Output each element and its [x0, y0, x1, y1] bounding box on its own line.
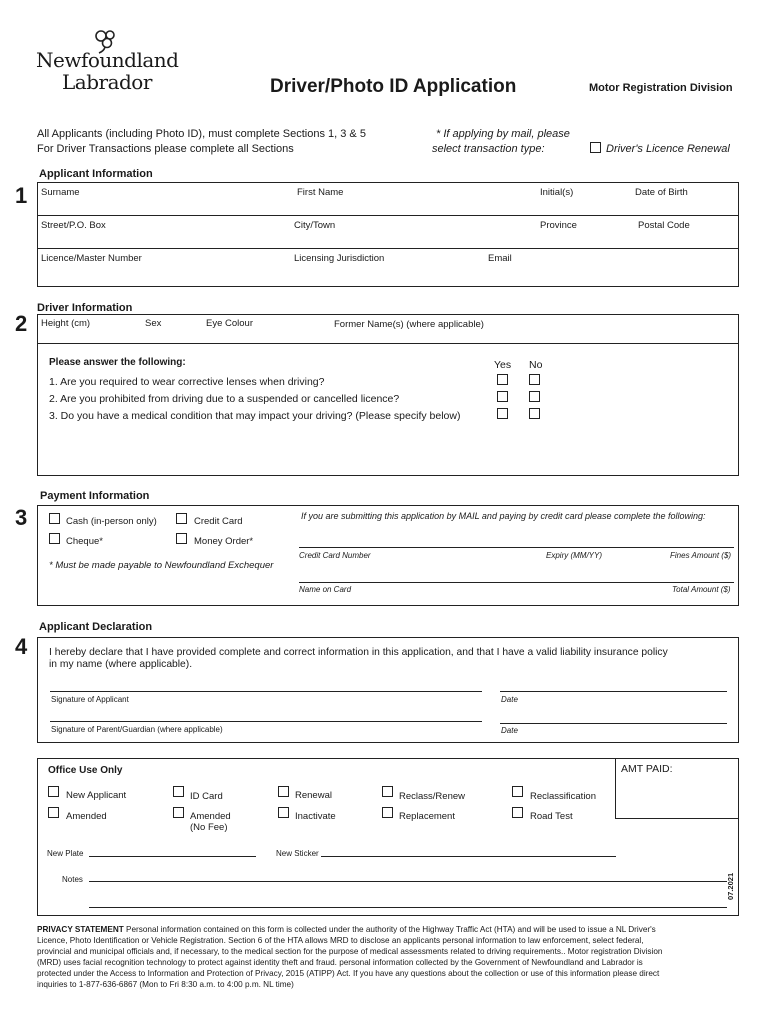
new-applicant-label: New Applicant — [66, 790, 127, 801]
renewal-checkbox[interactable] — [590, 142, 601, 153]
office-use-title: Office Use Only — [48, 765, 123, 776]
section-2-title: Driver Information — [37, 302, 133, 314]
dob-field[interactable]: Date of Birth — [635, 187, 688, 198]
government-logo — [36, 28, 179, 98]
new-plate-line[interactable] — [89, 856, 256, 857]
section-1-title: Applicant Information — [39, 168, 153, 180]
question-2: 2. Are you prohibited from driving due to a suspended or cancelled licence? — [49, 393, 400, 405]
section-4-number: 4 — [15, 634, 28, 659]
total-amount-label: Total Amount ($) — [672, 585, 731, 594]
eye-colour-field[interactable]: Eye Colour — [206, 318, 253, 329]
new-plate-label: New Plate — [47, 849, 84, 858]
date-2-label: Date — [501, 726, 518, 735]
q1-yes-checkbox[interactable] — [497, 374, 508, 385]
amt-paid-label: AMT PAID: — [621, 763, 673, 775]
licence-number-field[interactable]: Licence/Master Number — [41, 253, 142, 264]
privacy-line-4: (MRD) uses facial recognition technology to protect against identity theft and fraud. personal information collected by the Government of Newfoundland and Labrador is — [37, 958, 643, 967]
q2-no-checkbox[interactable] — [529, 391, 540, 402]
new-sticker-line[interactable] — [321, 856, 616, 857]
section-3-number: 3 — [15, 505, 28, 530]
form-title: Driver/Photo ID Application — [270, 76, 517, 97]
name-on-card-label: Name on Card — [299, 585, 352, 594]
division-name: Motor Registration Division — [589, 82, 733, 94]
inactivate-checkbox[interactable] — [278, 807, 289, 818]
former-names-field[interactable]: Former Name(s) (where applicable) — [334, 319, 484, 330]
cc-number-label: Credit Card Number — [299, 551, 371, 560]
logo-line-2: Labrador — [62, 70, 152, 94]
section-3-title: Payment Information — [40, 490, 150, 502]
reclassification-label: Reclassification — [530, 791, 596, 802]
renewal-office-checkbox[interactable] — [278, 786, 289, 797]
privacy-statement — [37, 924, 737, 990]
q3-yes-checkbox[interactable] — [497, 408, 508, 419]
intro-line-2: For Driver Transactions please complete all Sections — [37, 143, 294, 155]
row-divider — [37, 215, 739, 216]
no-fee-label: (No Fee) — [190, 822, 228, 833]
cheque-checkbox[interactable] — [49, 533, 60, 544]
cheque-label: Cheque* — [66, 536, 103, 547]
parent-signature-label: Signature of Parent/Guardian (where applicable) — [51, 725, 223, 734]
city-field[interactable]: City/Town — [294, 220, 336, 231]
name-on-card-line[interactable] — [299, 582, 734, 583]
notes-line-1[interactable] — [89, 881, 727, 882]
amended-no-fee-checkbox[interactable] — [173, 807, 184, 818]
mail-payment-note: If you are submitting this application by MAIL and paying by credit card please complete the following: — [301, 511, 706, 521]
id-card-label: ID Card — [190, 791, 223, 802]
amended-checkbox[interactable] — [48, 807, 59, 818]
new-applicant-checkbox[interactable] — [48, 786, 59, 797]
privacy-line-1: Personal information contained on this form is collected under the authority of the Highway Traffic Act (HTA) and will be used to issue a NL Driver's — [123, 925, 656, 934]
section-2-number: 2 — [15, 311, 28, 336]
replacement-label: Replacement — [399, 811, 455, 822]
email-field[interactable]: Email — [488, 253, 512, 264]
first-name-field[interactable]: First Name — [297, 187, 344, 198]
reclass-renew-checkbox[interactable] — [382, 786, 393, 797]
applicant-signature-label: Signature of Applicant — [51, 695, 129, 704]
payable-note: * Must be made payable to Newfoundland Exchequer — [49, 560, 274, 571]
new-sticker-label: New Sticker — [276, 849, 319, 858]
amended-no-fee-label: Amended — [190, 811, 231, 822]
postal-code-field[interactable]: Postal Code — [638, 220, 690, 231]
declaration-text-2: in my name (where applicable). — [49, 659, 193, 670]
notes-label: Notes — [62, 875, 83, 884]
privacy-line-3: provincial and municipal officials and, if necessary, to the medical section for the purpose of medical assessments related to driving requirements.. Motor registration Division — [37, 947, 663, 956]
credit-card-checkbox[interactable] — [176, 513, 187, 524]
parent-signature-line[interactable] — [50, 721, 482, 722]
renewal-office-label: Renewal — [295, 790, 332, 801]
section-4-title: Applicant Declaration — [39, 621, 153, 633]
no-heading: No — [529, 359, 543, 371]
row-divider — [37, 343, 739, 344]
applicant-info-box — [37, 182, 739, 287]
surname-field[interactable]: Surname — [41, 187, 80, 198]
mail-instructions-1: * If applying by mail, please — [436, 128, 570, 140]
inactivate-label: Inactivate — [295, 811, 336, 822]
province-field[interactable]: Province — [540, 220, 577, 231]
question-3: 3. Do you have a medical condition that may impact your driving? (Please specify below) — [49, 410, 461, 422]
reclass-renew-label: Reclass/Renew — [399, 791, 465, 802]
street-field[interactable]: Street/P.O. Box — [41, 220, 106, 231]
questions-heading: Please answer the following: — [49, 357, 186, 368]
privacy-label: PRIVACY STATEMENT — [37, 925, 124, 934]
expiry-label: Expiry (MM/YY) — [546, 551, 602, 560]
row-divider — [37, 248, 739, 249]
applicant-signature-line[interactable] — [50, 691, 482, 692]
cash-checkbox[interactable] — [49, 513, 60, 524]
fines-amount-label: Fines Amount ($) — [670, 551, 732, 560]
privacy-line-6: inquiries to 1-877-636-6867 (Mon to Fri 8:30 a.m. to 4:00 p.m. NL time) — [37, 980, 294, 989]
form-version: 07.2021 — [726, 872, 735, 900]
privacy-line-2: Licence, Photo Identification or Vehicle Registration. Section 6 of the HTA allows MRD to disclose an applicants personal information to law enforcement, select federal, — [37, 936, 644, 945]
jurisdiction-field[interactable]: Licensing Jurisdiction — [294, 253, 385, 264]
sex-field[interactable]: Sex — [145, 318, 162, 329]
date-1-label: Date — [501, 695, 518, 704]
date-2-line[interactable] — [500, 723, 727, 724]
initials-field[interactable]: Initial(s) — [540, 187, 574, 198]
money-order-checkbox[interactable] — [176, 533, 187, 544]
cash-label: Cash (in-person only) — [66, 516, 157, 527]
q1-no-checkbox[interactable] — [529, 374, 540, 385]
notes-line-2[interactable] — [89, 907, 727, 908]
renewal-label: Driver's Licence Renewal — [606, 143, 730, 155]
amended-label: Amended — [66, 811, 107, 822]
q2-yes-checkbox[interactable] — [497, 391, 508, 402]
intro-line-1: All Applicants (including Photo ID), must complete Sections 1, 3 & 5 — [37, 128, 366, 140]
logo-line-1: Newfoundland — [36, 48, 179, 72]
replacement-checkbox[interactable] — [382, 807, 393, 818]
q3-no-checkbox[interactable] — [529, 408, 540, 419]
mail-instructions-2: select transaction type: — [432, 143, 545, 155]
reclassification-checkbox[interactable] — [512, 786, 523, 797]
date-1-line[interactable] — [500, 691, 727, 692]
road-test-label: Road Test — [530, 811, 573, 822]
id-card-checkbox[interactable] — [173, 786, 184, 797]
privacy-line-5: protected under the Access to Information and Protection of Privacy, 2015 (ATIPP) Act. If you have any questions about the collection or use of this information please direct — [37, 969, 660, 978]
height-field[interactable]: Height (cm) — [41, 318, 91, 329]
question-1: 1. Are you required to wear corrective lenses when driving? — [49, 376, 325, 388]
section-1-number: 1 — [15, 183, 28, 208]
declaration-text-1: I hereby declare that I have provided complete and correct information in this application, and that I have a valid liability insurance policy — [49, 647, 668, 658]
road-test-checkbox[interactable] — [512, 807, 523, 818]
credit-card-label: Credit Card — [194, 516, 243, 527]
yes-heading: Yes — [494, 359, 512, 371]
money-order-label: Money Order* — [194, 536, 254, 547]
cc-number-line[interactable] — [299, 547, 734, 548]
